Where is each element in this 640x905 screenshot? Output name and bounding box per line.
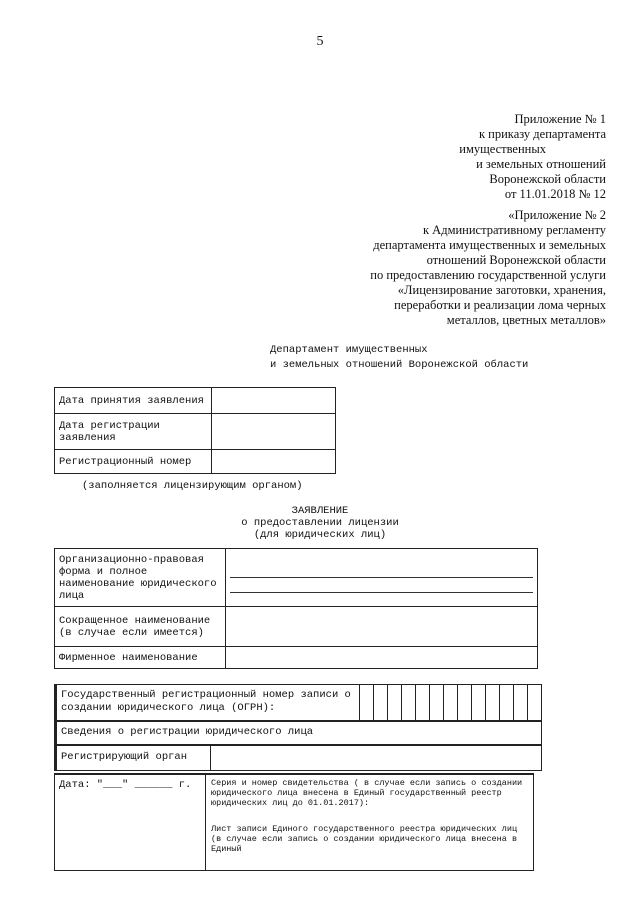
appendix-2-block [370,208,606,328]
ogrn-cells[interactable] [359,685,541,720]
organization-table [54,548,538,669]
ogrn-box [54,684,542,721]
appendix-2-line: департамента имущественных и земельных [373,238,606,252]
page-number: 5 [316,34,324,49]
reg-body-box [54,745,542,771]
appendix-2-line: «Лицензирование заготовки, хранения, [397,283,606,297]
reg-date-accepted-field[interactable] [212,388,336,414]
date-label[interactable]: Дата: "___" ______ г. [59,779,192,791]
reg-body-field[interactable] [213,746,541,770]
appendix-2-line: к Административному регламенту [422,223,606,237]
reg-info-label: Сведения о регистрации юридического лица [61,726,314,738]
org-brand-name-label: Фирменное наименование [55,647,226,669]
registration-note: (заполняется лицензирующим органом) [82,480,303,492]
department-line: и земельных отношений Воронежской области [270,359,529,371]
ogrn-label: Государственный регистрационный номер записи о создании юридического лица (ОГРН): [61,689,351,714]
registration-table [54,387,336,474]
org-brand-name-field[interactable] [226,647,538,669]
appendix-2-line: по предоставлению государственной услуги [370,268,606,282]
appendix-1-line: к приказу департамента [478,127,606,141]
reg-number-label: Регистрационный номер [55,450,212,474]
department-line: Департамент имущественных [270,344,428,356]
certificate-box [54,773,534,871]
reg-number-field[interactable] [212,450,336,474]
org-short-name-label: Сокращенное наименование (в случае если имеется) [55,607,226,647]
form-title-line: (для юридических лиц) [253,529,387,541]
appendix-2-line: «Приложение № 2 [508,208,606,222]
appendix-1-line: имущественных [459,142,546,156]
form-title-line: ЗАЯВЛЕНИЕ [291,505,349,517]
department-address [270,343,528,373]
reg-date-registered-field[interactable] [212,414,336,450]
org-full-name-field[interactable] [226,549,538,607]
form-title [0,505,640,541]
appendix-2-line: переработки и реализации лома черных [394,298,606,312]
egrul-sheet-text: Лист записи Единого государственного реестра юридических лиц (в случае если запись о создании юридического лица внесена в Единый [211,824,518,854]
form-title-line: о предоставлении лицензии [241,517,399,529]
certificate-divider [205,775,206,870]
reg-date-accepted-label: Дата принятия заявления [55,388,212,414]
reg-body-divider [210,746,211,770]
appendix-1-line: Воронежской области [489,172,606,186]
appendix-1-line: от 11.01.2018 № 12 [504,187,606,201]
reg-body-label: Регистрирующий орган [61,751,188,763]
appendix-1-line: Приложение № 1 [514,112,606,126]
org-full-name-label: Организационно-правовая форма и полное наименование юридического лица [55,549,226,607]
appendix-2-line: отношений Воронежской области [426,253,606,267]
reg-date-registered-label: Дата регистрации заявления [55,414,212,450]
org-short-name-field[interactable] [226,607,538,647]
appendix-1-block [459,112,606,202]
appendix-1-line: и земельных отношений [476,157,606,171]
appendix-2-line: металлов, цветных металлов» [446,313,606,327]
certificate-series-text: Серия и номер свидетельства ( в случае если запись о создании юридического лица внесена в Единый государственный реестр юридических лиц до 01.01.2017): [211,778,523,808]
certificate-text-block [211,778,529,854]
reg-info-box [54,721,542,745]
